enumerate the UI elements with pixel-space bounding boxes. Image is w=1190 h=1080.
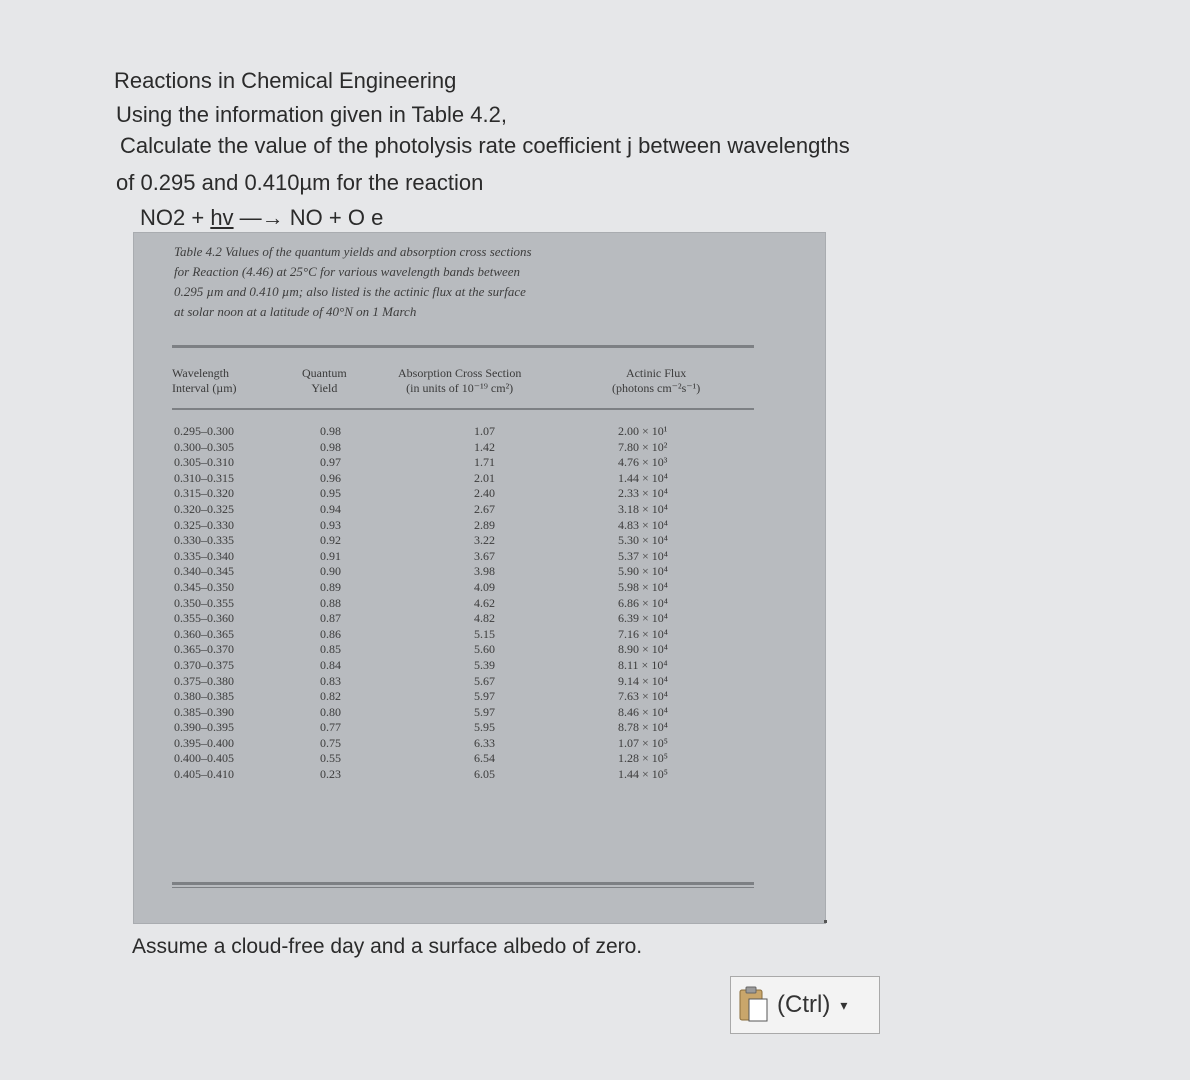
cell-actinic-flux: 7.16 × 10⁴ — [618, 626, 668, 641]
cell-quantum-yield: 0.92 — [320, 533, 341, 548]
cell-absorption: 2.67 — [474, 501, 495, 516]
cell-quantum-yield: 0.95 — [320, 486, 341, 501]
table-body — [172, 424, 772, 783]
header-absorption: Absorption Cross Section (in units of 10⁻¹⁹ cm²) — [398, 366, 522, 395]
table-row — [172, 767, 772, 783]
cell-wavelength: 0.305–0.310 — [174, 455, 234, 470]
cell-absorption: 5.67 — [474, 673, 495, 688]
cell-quantum-yield: 0.96 — [320, 470, 341, 485]
cell-actinic-flux: 1.07 × 10⁵ — [618, 735, 668, 750]
table-rule-bottom-thin — [172, 887, 754, 888]
cell-absorption: 6.54 — [474, 751, 495, 766]
table-row — [172, 502, 772, 518]
cell-actinic-flux: 8.46 × 10⁴ — [618, 704, 668, 719]
reaction-equation — [140, 205, 383, 231]
cell-absorption: 4.62 — [474, 595, 495, 610]
table-row — [172, 720, 772, 736]
cell-absorption: 5.60 — [474, 642, 495, 657]
table-row — [172, 518, 772, 534]
cell-quantum-yield: 0.91 — [320, 548, 341, 563]
table-row — [172, 424, 772, 440]
cell-absorption: 5.97 — [474, 689, 495, 704]
question-line-2: Using the information given in Table 4.2, — [116, 102, 507, 127]
cell-wavelength: 0.405–0.410 — [174, 767, 234, 782]
cell-actinic-flux: 1.28 × 10⁵ — [618, 751, 668, 766]
cell-actinic-flux: 1.44 × 10⁵ — [618, 767, 668, 782]
cell-quantum-yield: 0.93 — [320, 517, 341, 532]
cell-quantum-yield: 0.87 — [320, 611, 341, 626]
table-row — [172, 642, 772, 658]
cell-actinic-flux: 3.18 × 10⁴ — [618, 501, 668, 516]
cell-wavelength: 0.310–0.315 — [174, 470, 234, 485]
cell-absorption: 5.95 — [474, 720, 495, 735]
reaction-left: NO2 + — [140, 205, 211, 230]
cell-quantum-yield: 0.89 — [320, 579, 341, 594]
cell-quantum-yield: 0.98 — [320, 439, 341, 454]
cell-wavelength: 0.295–0.300 — [174, 424, 234, 438]
header-quantum-yield: Quantum Yield — [302, 366, 347, 395]
cell-wavelength: 0.330–0.335 — [174, 533, 234, 548]
cell-wavelength: 0.335–0.340 — [174, 548, 234, 563]
cell-wavelength: 0.380–0.385 — [174, 689, 234, 704]
caption-line: Table 4.2 Values of the quantum yields and absorption cross sections — [174, 244, 532, 259]
resize-handle-dot[interactable] — [824, 920, 827, 923]
cell-quantum-yield: 0.75 — [320, 735, 341, 750]
cell-actinic-flux: 5.30 × 10⁴ — [618, 533, 668, 548]
table-row — [172, 455, 772, 471]
table-row — [172, 705, 772, 721]
header-actinic-flux: Actinic Flux (photons cm⁻²s⁻¹) — [612, 366, 701, 395]
cell-wavelength: 0.400–0.405 — [174, 751, 234, 766]
table-row — [172, 658, 772, 674]
cell-absorption: 2.89 — [474, 517, 495, 532]
question-line-3: Calculate the value of the photolysis rate coefficient j between wavelengths — [120, 133, 850, 158]
table-row — [172, 627, 772, 643]
cell-wavelength: 0.360–0.365 — [174, 626, 234, 641]
cell-quantum-yield: 0.77 — [320, 720, 341, 735]
caption-line: at solar noon at a latitude of 40°N on 1 March — [174, 304, 417, 319]
question-line-4: of 0.295 and 0.410µm for the reaction — [116, 170, 484, 195]
cell-wavelength: 0.390–0.395 — [174, 720, 234, 735]
cell-wavelength: 0.375–0.380 — [174, 673, 234, 688]
cell-absorption: 2.40 — [474, 486, 495, 501]
cell-absorption: 1.71 — [474, 455, 495, 470]
table-caption — [174, 242, 774, 322]
cell-absorption: 5.97 — [474, 704, 495, 719]
cell-wavelength: 0.340–0.345 — [174, 564, 234, 579]
table-rule-top — [172, 345, 754, 348]
table-row — [172, 674, 772, 690]
cell-absorption: 1.07 — [474, 424, 495, 438]
chevron-down-icon: ▾ — [840, 996, 848, 1013]
cell-actinic-flux: 4.76 × 10³ — [618, 455, 668, 470]
reaction-right: —→ NO + O e — [233, 205, 384, 230]
cell-quantum-yield: 0.94 — [320, 501, 341, 516]
cell-quantum-yield: 0.55 — [320, 751, 341, 766]
cell-wavelength: 0.370–0.375 — [174, 657, 234, 672]
cell-actinic-flux: 2.00 × 10¹ — [618, 424, 668, 438]
cell-quantum-yield: 0.82 — [320, 689, 341, 704]
cell-actinic-flux: 4.83 × 10⁴ — [618, 517, 668, 532]
cell-actinic-flux: 5.90 × 10⁴ — [618, 564, 668, 579]
cell-wavelength: 0.385–0.390 — [174, 704, 234, 719]
cell-actinic-flux: 6.39 × 10⁴ — [618, 611, 668, 626]
cell-quantum-yield: 0.83 — [320, 673, 341, 688]
cell-quantum-yield: 0.98 — [320, 424, 341, 438]
cell-wavelength: 0.355–0.360 — [174, 611, 234, 626]
table-row — [172, 471, 772, 487]
paste-options-label: (Ctrl) — [777, 991, 831, 1018]
table-row — [172, 751, 772, 767]
cell-wavelength: 0.395–0.400 — [174, 735, 234, 750]
cell-wavelength: 0.300–0.305 — [174, 439, 234, 454]
cell-actinic-flux: 8.78 × 10⁴ — [618, 720, 668, 735]
cell-absorption: 3.67 — [474, 548, 495, 563]
question-title: Reactions in Chemical Engineering — [114, 68, 457, 93]
cell-wavelength: 0.315–0.320 — [174, 486, 234, 501]
table-row — [172, 689, 772, 705]
cell-wavelength: 0.350–0.355 — [174, 595, 234, 610]
table-rule-header — [172, 408, 754, 410]
header-wavelength: Wavelength Interval (µm) — [172, 366, 237, 395]
cell-absorption: 6.05 — [474, 767, 495, 782]
paste-options-button[interactable] — [730, 976, 880, 1034]
table-row — [172, 486, 772, 502]
cell-wavelength: 0.320–0.325 — [174, 501, 234, 516]
cell-absorption: 3.98 — [474, 564, 495, 579]
table-row — [172, 564, 772, 580]
table-row — [172, 549, 772, 565]
cell-wavelength: 0.325–0.330 — [174, 517, 234, 532]
clipboard-icon — [737, 985, 771, 1025]
caption-line: for Reaction (4.46) at 25°C for various wavelength bands between — [174, 264, 521, 279]
cell-actinic-flux: 8.11 × 10⁴ — [618, 657, 668, 672]
cell-actinic-flux: 7.80 × 10² — [618, 439, 668, 454]
table-row — [172, 533, 772, 549]
cell-quantum-yield: 0.80 — [320, 704, 341, 719]
cell-quantum-yield: 0.90 — [320, 564, 341, 579]
cell-actinic-flux: 8.90 × 10⁴ — [618, 642, 668, 657]
cell-quantum-yield: 0.88 — [320, 595, 341, 610]
cell-absorption: 4.82 — [474, 611, 495, 626]
cell-actinic-flux: 5.37 × 10⁴ — [618, 548, 668, 563]
cell-absorption: 3.22 — [474, 533, 495, 548]
cell-absorption: 1.42 — [474, 439, 495, 454]
cell-wavelength: 0.365–0.370 — [174, 642, 234, 657]
table-row — [172, 611, 772, 627]
cell-absorption: 5.39 — [474, 657, 495, 672]
caption-line: 0.295 µm and 0.410 µm; also listed is the actinic flux at the surface — [174, 284, 526, 299]
cell-actinic-flux: 1.44 × 10⁴ — [618, 470, 668, 485]
cell-quantum-yield: 0.23 — [320, 767, 341, 782]
table-row — [172, 596, 772, 612]
cell-actinic-flux: 6.86 × 10⁴ — [618, 595, 668, 610]
table-row — [172, 440, 772, 456]
table-rule-bottom — [172, 882, 754, 885]
table-row — [172, 736, 772, 752]
cell-quantum-yield: 0.86 — [320, 626, 341, 641]
cell-quantum-yield: 0.84 — [320, 657, 341, 672]
cell-wavelength: 0.345–0.350 — [174, 579, 234, 594]
cell-actinic-flux: 9.14 × 10⁴ — [618, 673, 668, 688]
cell-absorption: 4.09 — [474, 579, 495, 594]
assumption-note: Assume a cloud-free day and a surface albedo of zero. — [132, 935, 643, 958]
cell-actinic-flux: 5.98 × 10⁴ — [618, 579, 668, 594]
reaction-hv: hv — [210, 205, 234, 230]
cell-actinic-flux: 7.63 × 10⁴ — [618, 689, 668, 704]
cell-quantum-yield: 0.85 — [320, 642, 341, 657]
table-row — [172, 580, 772, 596]
cell-absorption: 2.01 — [474, 470, 495, 485]
cell-absorption: 5.15 — [474, 626, 495, 641]
cell-quantum-yield: 0.97 — [320, 455, 341, 470]
cell-actinic-flux: 2.33 × 10⁴ — [618, 486, 668, 501]
cell-absorption: 6.33 — [474, 735, 495, 750]
